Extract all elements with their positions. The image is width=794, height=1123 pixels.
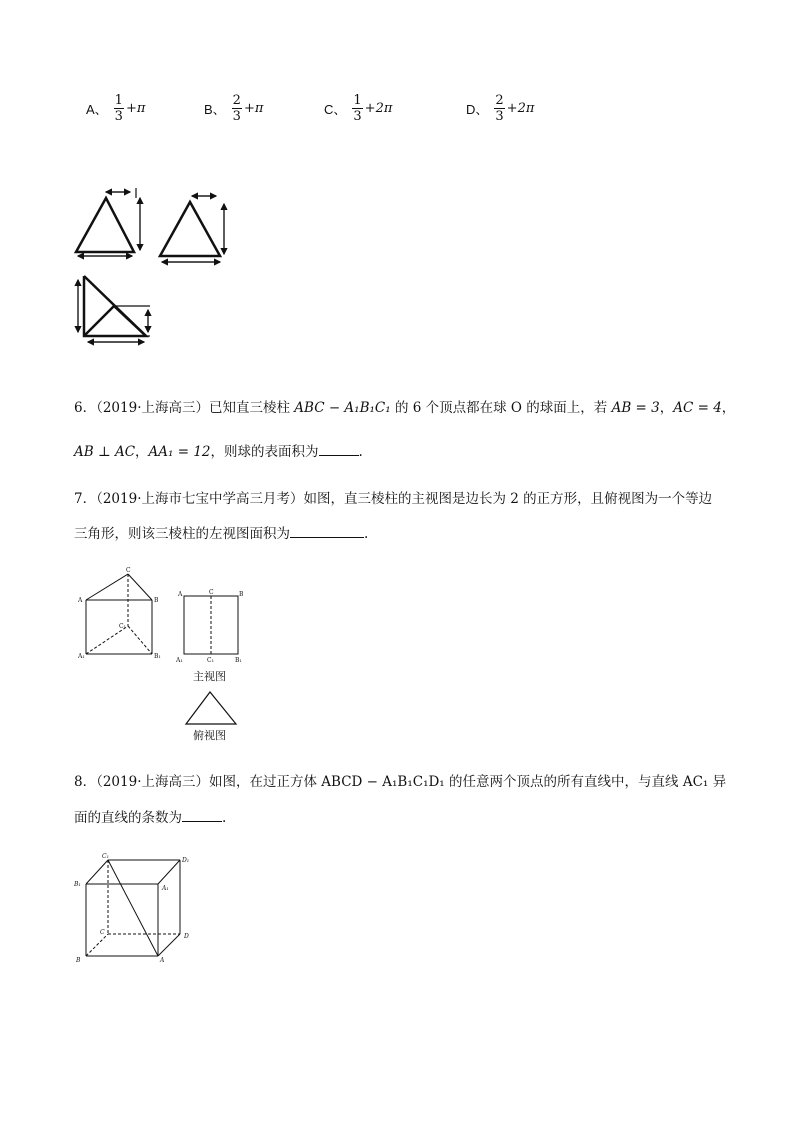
- denominator: 3: [495, 109, 504, 124]
- answer-blank[interactable]: [182, 808, 222, 822]
- question-6-line-2: [74, 442, 734, 461]
- label-a: A: [178, 591, 183, 598]
- question-text: 的 6 个顶点都在球 O 的球面上，若: [390, 400, 612, 416]
- denominator: 3: [232, 109, 241, 124]
- label-b: B: [154, 597, 159, 604]
- prism-figure: [74, 566, 174, 666]
- label-b: B: [76, 957, 81, 964]
- question-6-line-1: [74, 399, 734, 417]
- option-label: C、: [324, 102, 347, 117]
- punctuation: ，: [659, 400, 674, 416]
- option-tail: +π: [125, 101, 146, 116]
- label-a: A: [160, 957, 165, 964]
- option-c: [324, 93, 392, 124]
- question-text: 6．（2019·上海高三）已知直三棱柱: [74, 400, 295, 416]
- label-c1: C₁: [119, 623, 126, 630]
- numerator: 2: [495, 93, 504, 108]
- option-b: [204, 93, 263, 124]
- label-a1: A₁: [176, 657, 183, 664]
- label-c1: C₁: [102, 853, 109, 860]
- option-tail: +2π: [364, 101, 393, 116]
- math-expression: AC₁: [682, 774, 709, 790]
- option-label: D、: [466, 102, 489, 117]
- question-text: 异: [708, 774, 727, 790]
- label-a1: A₁: [162, 885, 169, 892]
- math-expression: AB = 3: [611, 400, 660, 416]
- label-d1: D₁: [182, 857, 190, 864]
- option-tail: +π: [243, 101, 264, 116]
- three-view-figure: [70, 186, 240, 346]
- cube-figure: [72, 852, 202, 968]
- math-expression: ABCD − A₁B₁C₁D₁: [321, 774, 445, 790]
- punctuation: .: [364, 526, 369, 542]
- question-7-line-2: [74, 524, 734, 543]
- denominator: 3: [114, 109, 123, 124]
- question-text: 三角形，则该三棱柱的左视图面积为: [74, 526, 290, 542]
- label-c1: C₁: [207, 657, 214, 664]
- label-a: A: [78, 597, 83, 604]
- option-a: [86, 93, 145, 124]
- fraction: [114, 93, 124, 124]
- fraction: [232, 93, 242, 124]
- label-b1: B₁: [74, 881, 81, 888]
- label-b: B: [239, 591, 244, 598]
- numerator: 2: [232, 93, 241, 108]
- numerator: 1: [114, 93, 123, 108]
- question-text: ，则球的表面积为: [210, 444, 319, 460]
- label-d: D: [184, 933, 189, 940]
- option-tail: +2π: [506, 101, 535, 116]
- option-d: [466, 93, 534, 124]
- label-c: C: [100, 929, 105, 936]
- answer-blank[interactable]: [319, 442, 359, 456]
- label-b1: B₁: [235, 657, 242, 664]
- question-text: 面的直线的条数为: [74, 810, 182, 826]
- answer-blank[interactable]: [290, 524, 364, 538]
- punctuation: .: [222, 810, 227, 826]
- question-8-line-2: [74, 808, 734, 827]
- numerator: 1: [353, 93, 362, 108]
- punctuation: ，: [135, 444, 149, 460]
- option-label: A、: [86, 102, 108, 117]
- denominator: 3: [353, 109, 362, 124]
- question-text: 的任意两个顶点的所有直线中，与直线: [444, 774, 683, 790]
- front-view-square: [176, 588, 246, 668]
- label-b1: B₁: [154, 653, 161, 660]
- label-c: C: [209, 589, 214, 596]
- label-a1: A₁: [78, 653, 85, 660]
- side-view-triangle: [160, 202, 220, 256]
- punctuation: ，: [721, 400, 736, 416]
- punctuation: .: [358, 444, 363, 460]
- math-expression: ABC − A₁B₁C₁: [294, 400, 391, 416]
- question-7-line-1: 7．（2019·上海市七宝中学高三月考）如图，直三棱柱的主视图是边长为 2 的正方形，且俯视图为一个等边: [74, 491, 713, 507]
- front-view-caption: 主视图: [193, 670, 226, 683]
- label-c: C: [126, 567, 131, 574]
- fraction: [352, 93, 362, 124]
- top-view-caption: 俯视图: [193, 729, 226, 742]
- math-expression: AB ⊥ AC: [74, 444, 136, 460]
- math-expression: AA₁ = 12: [148, 444, 211, 460]
- fraction: [494, 93, 504, 124]
- option-label: B、: [204, 102, 226, 117]
- math-expression: AC = 4: [673, 400, 722, 416]
- question-8-line-1: [74, 773, 734, 791]
- question-text: 8．（2019·上海高三）如图，在过正方体: [74, 774, 322, 790]
- top-view-triangle: [180, 688, 242, 728]
- front-view-triangle: [76, 198, 134, 252]
